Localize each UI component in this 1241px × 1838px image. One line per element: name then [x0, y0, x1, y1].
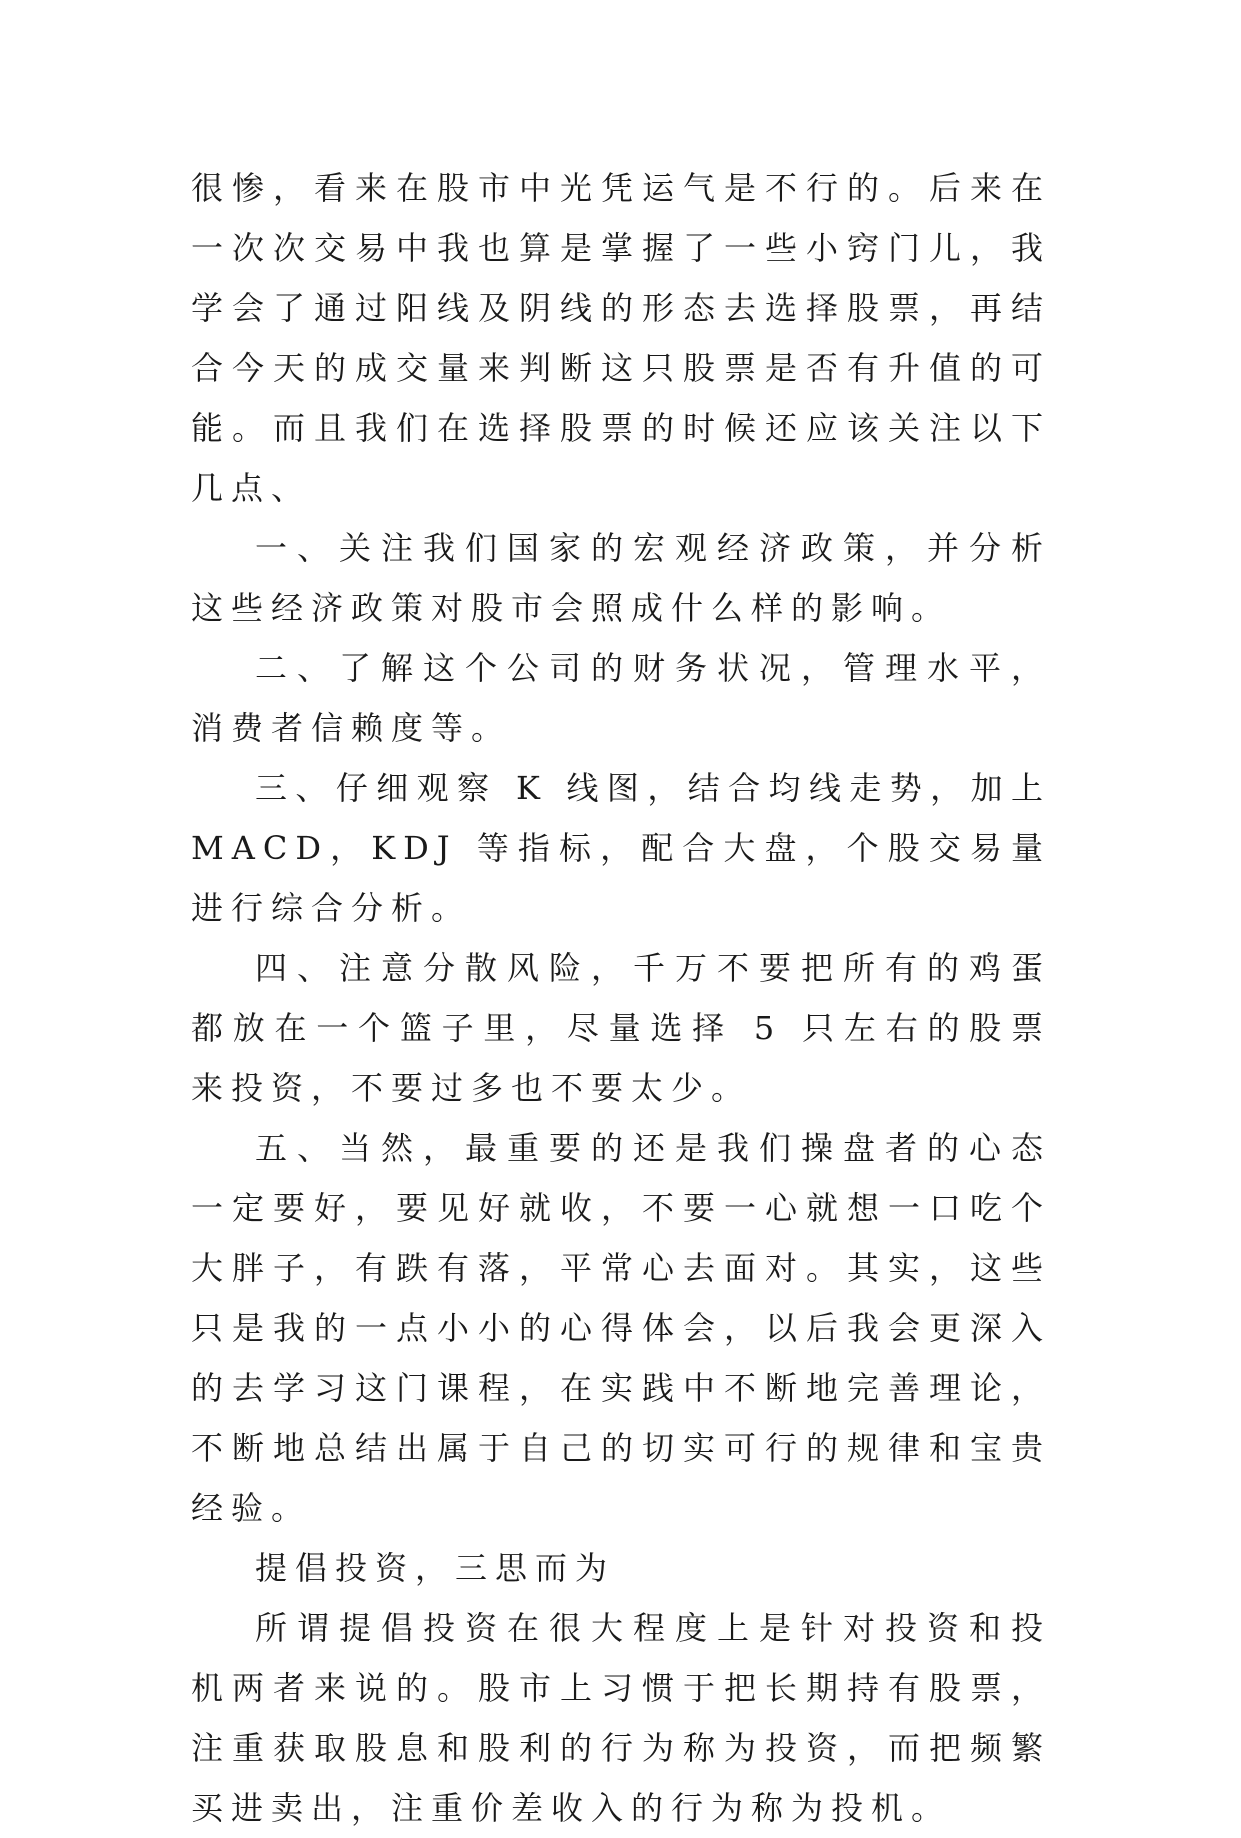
paragraph-point-three: 三、仔细观察 K 线图，结合均线走势，加上 MACD，KDJ 等指标，配合大盘，个股交易量进行综合分析。: [191, 769, 1051, 927]
paragraph-point-two: 二、了解这个公司的财务状况，管理水平，消费者信赖度等。: [191, 649, 1051, 747]
document-body: [191, 158, 1051, 1838]
paragraph-point-five: 五、当然，最重要的还是我们操盘者的心态一定要好，要见好就收，不要一心就想一口吃个大胖子，有跌有落，平常心去面对。其实，这些只是我的一点小小的心得体会，以后我会更深入的去学习这门课程，在实践中不断地完善理论，不断地总结出属于自己的切实可行的规律和宝贵经验。: [191, 1129, 1051, 1527]
paragraph-investment-definition: 所谓提倡投资在很大程度上是针对投资和投机两者来说的。股市上习惯于把长期持有股票，注重获取股息和股利的行为称为投资，而把频繁买进卖出，注重价差收入的行为称为投机。: [191, 1609, 1051, 1827]
paragraph-point-four: 四、注意分散风险，千万不要把所有的鸡蛋都放在一个篮子里，尽量选择 5 只左右的股票来投资，不要过多也不要太少。: [191, 949, 1051, 1107]
paragraph-point-one: 一、关注我们国家的宏观经济政策，并分析这些经济政策对股市会照成什么样的影响。: [191, 529, 1051, 627]
paragraph-intro: 很惨，看来在股市中光凭运气是不行的。后来在一次次交易中我也算是掌握了一些小窍门儿，我学会了通过阳线及阴线的形态去选择股票，再结合今天的成交量来判断这只股票是否有升值的可能。而且我们在选择股票的时候还应该关注以下几点、: [191, 169, 1051, 507]
section-heading: 提倡投资，三思而为: [255, 1549, 616, 1587]
